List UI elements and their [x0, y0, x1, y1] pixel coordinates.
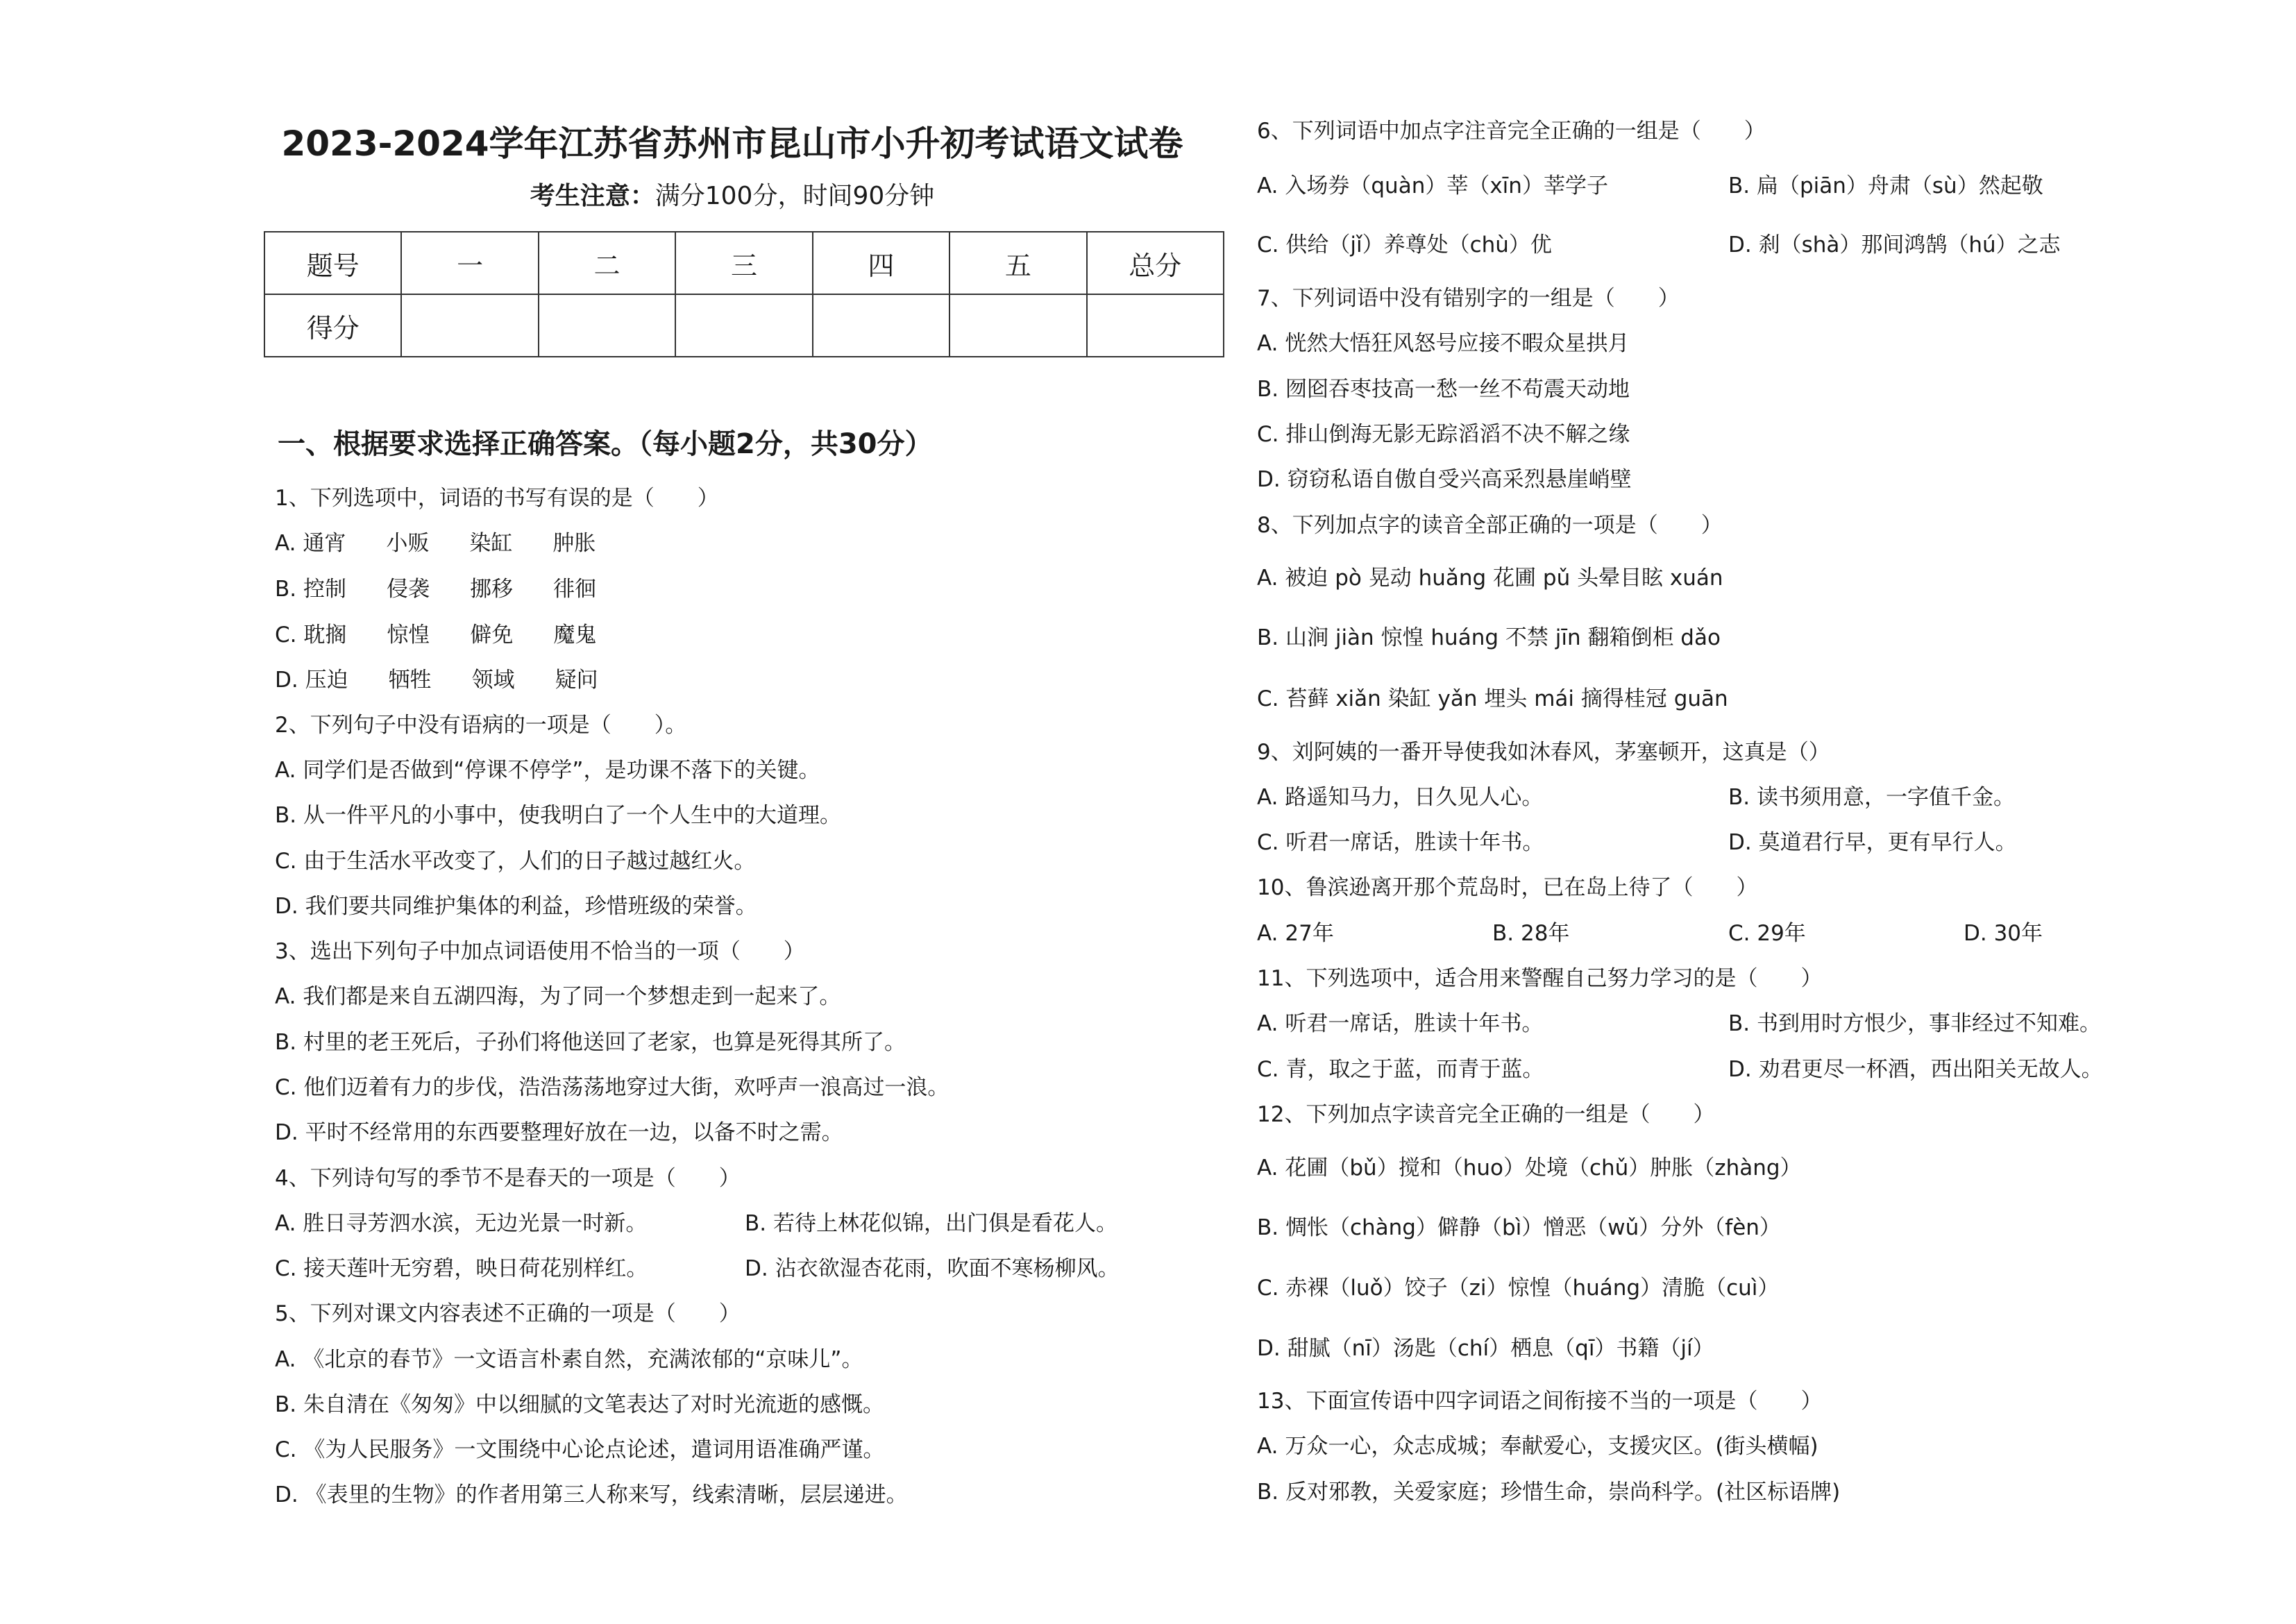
question-option: D. 我们要共同维护集体的利益，珍惜班级的荣誉。 — [275, 894, 757, 919]
question-stem: 1、下列选项中，词语的书写有误的是（ ） — [275, 486, 719, 511]
question-option: D. 窃窃私语自傲自受兴高采烈悬崖峭壁 — [1257, 467, 1632, 492]
score-table-header-row — [264, 232, 1224, 294]
option-word: 疑问 — [555, 668, 598, 693]
question-option: B. 村里的老王死后，子孙们将他送回了老家，也算是死得其所了。 — [275, 1030, 906, 1055]
question-stem: 13、下面宣传语中四字词语之间衔接不当的一项是（ ） — [1257, 1389, 1823, 1414]
option-word: 牺牲 — [388, 668, 432, 693]
question-option: C. 赤裸（luǒ）饺子（zi）惊惶（huáng）清脆（cuì） — [1257, 1276, 1780, 1301]
question-stem: 4、下列诗句写的季节不是春天的一项是（ ） — [275, 1166, 741, 1191]
question-option: A. 入场券（quàn）莘（xīn）莘学子 — [1257, 174, 1608, 198]
score-input-cell — [401, 294, 538, 357]
option-word: 徘徊 — [552, 577, 596, 602]
option-word: 染缸 — [469, 531, 513, 556]
question-option: D. 甜腻（nī）汤匙（chí）栖息（qī）书籍（jí） — [1257, 1336, 1714, 1361]
option-word: 惊惶 — [387, 623, 430, 648]
exam-title: 2023-2024学年江苏省苏州市昆山市小升初考试语文试卷 — [281, 124, 1183, 164]
question-stem: 6、下列词语中加点字注音完全正确的一组是（ ） — [1257, 119, 1766, 144]
question-option: A. 被迫 pò 晃动 huǎng 花圃 pǔ 头晕目眩 xuán — [1257, 566, 1723, 591]
notice-label: 考生注意： — [530, 182, 655, 210]
question-stem: 10、鲁滨逊离开那个荒岛时，已在岛上待了（ ） — [1257, 875, 1758, 900]
question-option — [275, 573, 596, 605]
score-input-cell — [675, 294, 812, 357]
question-option: D. 平时不经常用的东西要整理好放在一边，以备不时之需。 — [275, 1120, 843, 1145]
question-option: A. 同学们是否做到“停课不停学”，是功课不落下的关键。 — [275, 758, 820, 783]
question-option: B. 从一件平凡的小事中，使我明白了一个人生中的大道理。 — [275, 803, 841, 828]
question-option: C. 听君一席话，胜读十年书。 — [1257, 830, 1544, 855]
question-option: A. 万众一心，众志成城；奉献爱心，支援灾区。(街头横幅) — [1257, 1434, 1818, 1459]
option-word: 侵袭 — [386, 577, 430, 602]
question-option: B. 若待上林花似锦，出门俱是看花人。 — [745, 1211, 1117, 1236]
score-cell: 二 — [539, 232, 675, 294]
question-option: B. 28年 — [1492, 921, 1570, 946]
score-input-cell — [949, 294, 1086, 357]
question-stem: 7、下列词语中没有错别字的一组是（ ） — [1257, 286, 1680, 311]
score-input-cell — [813, 294, 949, 357]
question-option: C. 由于生活水平改变了，人们的日子越过越红火。 — [275, 849, 756, 874]
score-input-cell — [1087, 294, 1224, 357]
question-option: A. 路遥知马力，日久见人心。 — [1257, 785, 1544, 810]
question-stem: 11、下列选项中，适合用来警醒自己努力学习的是（ ） — [1257, 966, 1823, 991]
question-option: B. 书到用时方恨少，事非经过不知难。 — [1728, 1011, 2101, 1036]
option-word: 压迫 — [305, 668, 348, 693]
question-option: B. 山涧 jiàn 惊惶 huáng 不禁 jīn 翻箱倒柜 dǎo — [1257, 625, 1721, 650]
option-word: 领域 — [471, 668, 515, 693]
question-option: A. 听君一席话，胜读十年书。 — [1257, 1011, 1544, 1036]
question-option: B. 朱自清在《匆匆》中以细腻的文笔表达了对时光流逝的感慨。 — [275, 1392, 884, 1417]
score-table-score-row — [264, 294, 1224, 357]
question-option — [275, 664, 598, 696]
exam-notice — [264, 179, 1201, 214]
option-word: 耽搁 — [303, 623, 347, 648]
question-option: D. 莫道君行早，更有早行人。 — [1728, 830, 2017, 855]
option-word: 控制 — [303, 577, 346, 602]
option-word: 僻免 — [470, 623, 514, 648]
question-stem: 8、下列加点字的读音全部正确的一项是（ ） — [1257, 513, 1723, 538]
score-cell: 三 — [675, 232, 812, 294]
question-option: C. 苔藓 xiǎn 染缸 yǎn 埋头 mái 摘得桂冠 guān — [1257, 686, 1728, 711]
question-option: A. 花圃（bǔ）搅和（huo）处境（chǔ）肿胀（zhàng） — [1257, 1156, 1802, 1181]
score-table — [264, 231, 1224, 357]
score-cell: 题号 — [264, 232, 401, 294]
question-option: A. 我们都是来自五湖四海，为了同一个梦想走到一起来了。 — [275, 984, 841, 1009]
question-option: D. 30年 — [1964, 921, 2043, 946]
question-option: D. 沾衣欲湿杏花雨，吹面不寒杨柳风。 — [745, 1256, 1120, 1281]
notice-text: 满分100分，时间90分钟 — [655, 182, 935, 210]
option-word: 挪移 — [469, 577, 513, 602]
question-option: D. 《表里的生物》的作者用第三人称来写，线索清晰，层层递进。 — [275, 1482, 908, 1507]
option-word: 小贩 — [386, 531, 430, 556]
section-heading: 一、根据要求选择正确答案。（每小题2分，共30分） — [278, 428, 933, 460]
question-option: A. 恍然大悟狂风怒号应接不暇众星拱月 — [1257, 331, 1630, 356]
question-option — [275, 619, 596, 651]
question-option: B. 扁（piān）舟肃（sù）然起敬 — [1728, 174, 2043, 198]
score-cell: 得分 — [264, 294, 401, 357]
question-option: C. 《为人民服务》一文围绕中心论点论述，遣词用语准确严谨。 — [275, 1437, 885, 1462]
question-option: B. 惆怅（chàng）僻静（bì）憎恶（wǔ）分外（fèn） — [1257, 1215, 1781, 1240]
question-option: A. 胜日寻芳泗水滨，无边光景一时新。 — [275, 1211, 648, 1236]
question-option: C. 他们迈着有力的步伐，浩浩荡荡地穿过大街，欢呼声一浪高过一浪。 — [275, 1075, 949, 1100]
question-option: D. 劝君更尽一杯酒，西出阳关无故人。 — [1728, 1057, 2103, 1082]
question-option: A. 《北京的春节》一文语言朴素自然，充满浓郁的“京味儿”。 — [275, 1347, 863, 1372]
question-stem: 9、刘阿姨的一番开导使我如沐春风，茅塞顿开，这真是（） — [1257, 740, 1830, 765]
option-word: 魔鬼 — [553, 623, 597, 648]
option-label: B. — [275, 577, 297, 602]
question-stem: 2、下列句子中没有语病的一项是（ ）。 — [275, 713, 687, 738]
score-cell: 总分 — [1087, 232, 1224, 294]
option-word: 肿胀 — [552, 531, 596, 556]
question-option: C. 供给（jǐ）养尊处（chù）优 — [1257, 232, 1552, 257]
option-word: 通宵 — [303, 531, 346, 556]
question-stem: 3、选出下列句子中加点词语使用不恰当的一项（ ） — [275, 939, 805, 964]
question-option: C. 青，取之于蓝，而青于蓝。 — [1257, 1057, 1544, 1082]
score-input-cell — [539, 294, 675, 357]
question-option: C. 接天莲叶无穷碧，映日荷花别样红。 — [275, 1256, 648, 1281]
score-cell: 一 — [401, 232, 538, 294]
score-cell: 五 — [949, 232, 1086, 294]
question-option: C. 排山倒海无影无踪滔滔不决不解之缘 — [1257, 422, 1630, 447]
option-label: A. — [275, 531, 296, 556]
question-stem: 5、下列对课文内容表述不正确的一项是（ ） — [275, 1301, 741, 1326]
question-option: C. 29年 — [1728, 921, 1806, 946]
question-option: D. 刹（shà）那间鸿鹄（hú）之志 — [1728, 232, 2061, 257]
option-label: D. — [275, 668, 298, 693]
option-label: C. — [275, 623, 297, 648]
question-option: B. 反对邪教，关爱家庭；珍惜生命，崇尚科学。(社区标语牌) — [1257, 1480, 1841, 1505]
question-stem: 12、下列加点字读音完全正确的一组是（ ） — [1257, 1102, 1715, 1127]
question-option — [275, 527, 596, 559]
question-option: B. 读书须用意，一字值千金。 — [1728, 785, 2015, 810]
score-cell: 四 — [813, 232, 949, 294]
question-option: A. 27年 — [1257, 921, 1334, 946]
question-option: B. 囫囵吞枣技高一愁一丝不苟震天动地 — [1257, 377, 1630, 402]
